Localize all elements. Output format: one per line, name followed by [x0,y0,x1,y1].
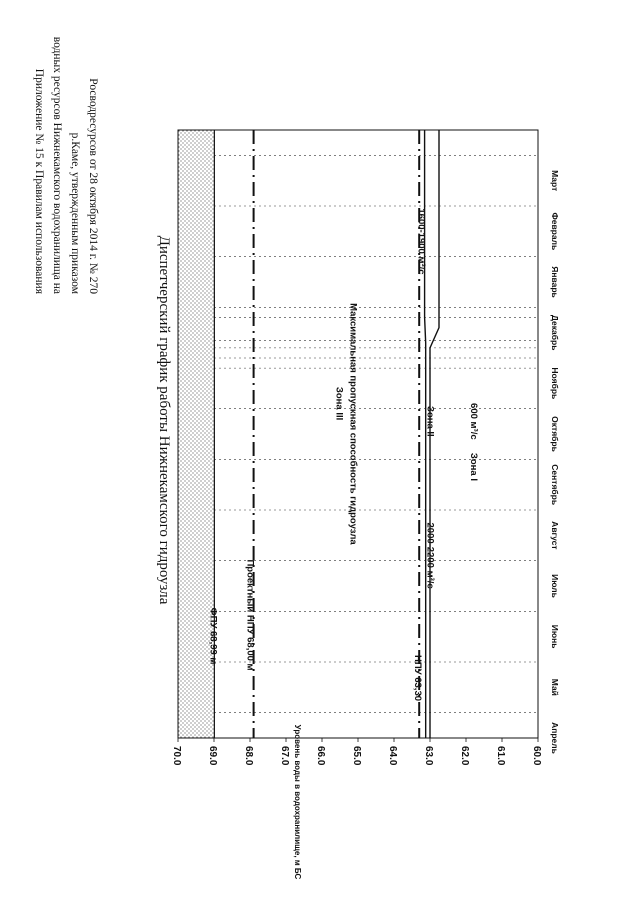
y-tick-label: 60.0 [531,746,542,766]
header-note-line: Росводресурсов от 28 октября 2014 г. № 270 [87,78,99,294]
x-tick-label: Ноябрь [550,367,560,400]
x-tick-label: Февраль [550,212,560,251]
header-note-line: Приложение № 15 к Правилам использования [33,68,45,294]
reference-line-label: ФПУ 68,99 м [207,607,219,665]
x-tick-label: Декабрь [550,314,560,351]
x-tick-label: Август [550,521,560,550]
x-tick-label: Октябрь [550,416,560,452]
y-axis-label: Уровень воды в водохранилище, м БС [293,724,302,880]
zone-description: 600 м³/с [467,403,479,440]
header-note-line: водных ресурсов Нижнекамского водохранилища на [51,36,63,294]
chart-title: Диспетчерский график работы Нижнекамского гидроузла [156,235,172,605]
zone-label: Зона II [424,405,436,437]
y-tick-label: 67.0 [279,746,290,766]
y-tick-label: 66.0 [315,746,326,766]
y-tick-label: 64.0 [387,746,398,766]
zone-description: Максимальная пропускная способность гидроузла [347,303,359,545]
zone-label: Зона I [467,452,479,481]
header-note-line: р.Каме, утвержденным приказом [69,132,81,294]
reference-line-label: НПУ 63,30 [412,654,424,702]
x-tick-label: Апрель [550,722,560,754]
y-tick-label: 70.0 [171,746,182,766]
plot-area [171,130,560,766]
y-tick-label: 68.0 [243,746,254,766]
x-tick-label: Сентябрь [550,464,560,506]
flow-label: 2000-2200 м³/с [424,522,436,589]
x-tick-label: Март [550,170,560,192]
y-tick-label: 65.0 [351,746,362,766]
zone-label: Зона III [333,386,345,421]
x-tick-label: Июль [550,574,560,598]
flow-label: 1600-1900 м³/с [415,208,427,275]
y-tick-label: 63.0 [423,746,434,766]
x-tick-label: Май [550,678,560,696]
y-tick-label: 61.0 [495,746,506,766]
y-tick-label: 69.0 [207,746,218,766]
reference-line-label: Проектный НПУ 68,00 м [244,559,256,671]
y-tick-label: 62.0 [459,746,470,766]
header-note [33,37,99,295]
x-tick-label: Январь [550,266,560,298]
x-tick-label: Июнь [550,624,560,649]
